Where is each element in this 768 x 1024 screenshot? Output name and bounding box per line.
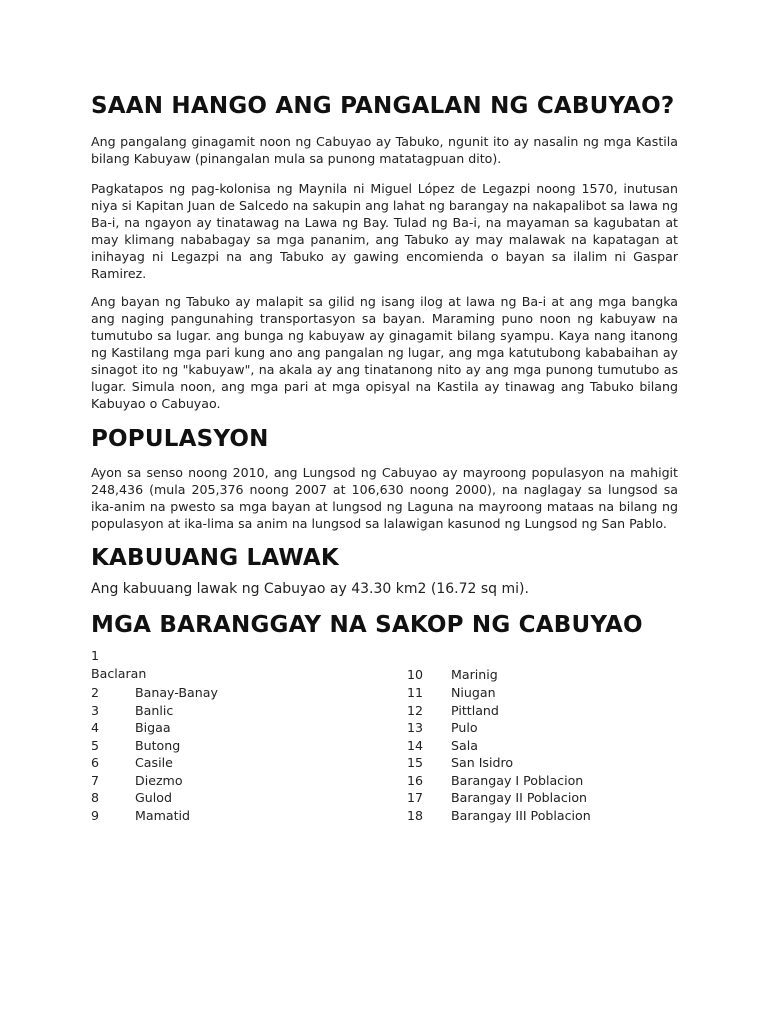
heading-kabuuang-lawak: KABUUANG LAWAK [91, 545, 339, 571]
barangay-name: Mamatid [135, 808, 190, 823]
barangay-name: Diezmo [135, 773, 183, 788]
barangay-number: 3 [91, 703, 100, 718]
barangay-number: 18 [407, 808, 424, 823]
barangay-name: Barangay I Poblacion [451, 773, 584, 788]
barangay-number: 8 [91, 790, 100, 805]
barangay-name: Banay-Banay [135, 685, 218, 700]
barangay-first-name: Baclaran [91, 666, 147, 681]
barangay-number: 14 [407, 738, 424, 753]
heading-populasyon: POPULASYON [91, 426, 269, 452]
barangay-number: 7 [91, 773, 100, 788]
heading-saan-hango: SAAN HANGO ANG PANGALAN NG CABUYAO? [91, 93, 675, 119]
barangay-number: 6 [91, 755, 100, 770]
paragraph-pangalan: Ang pangalang ginagamit noon ng Cabuyao ay Tabuko, ngunit ito ay nasalin ng mga Kastila bilang Kabuyaw (pinangalan mula sa punong matatagpuan dito). [91, 134, 678, 166]
paragraph-lawak: Ang kabuuang lawak ng Cabuyao ay 43.30 km2 (16.72 sq mi). [91, 581, 529, 597]
paragraph-bayan-tabuko: Ang bayan ng Tabuko ay malapit sa gilid ng isang ilog at lawa ng Ba-i at ang mga bangka ang naging pangunahing transportasyon sa bayan. Maraming puno noon ng kabuyaw na tumutubo sa lugar. ang bunga ng kabuyaw ay ginagamit bilang syampu. Kaya nang itanong ng Kastilang mga pari kung ano ang pangalan ng lugar, ang mga katutubong kababaihan ay sinagot ito ng "kabuyaw", na akala ay ang tinatanong nito ay ang mga punong tumutubo as lugar. Simula noon, ang mga pari at mga opisyal na Kastila ay tinawag ang Tabuko bilang Kabuyao o Cabuyao. [91, 294, 678, 411]
barangay-name: Pittland [451, 703, 499, 718]
barangay-number: 16 [407, 773, 424, 788]
paragraph-kolonisa: Pagkatapos ng pag-kolonisa ng Maynila ni Miguel López de Legazpi noong 1570, inutusan niya si Kapitan Juan de Salcedo na sakupin ang lahat ng barangay na nakapalibot sa lawa ng Ba-i, na ngayon ay tinatawag na Lawa ng Bay. Tulad ng Ba-i, na mayaman sa kagubatan at may klimang nababagay sa mga pananim, ang Tabuko ay may malawak na kapatagan at inihayag ni Legazpi na ang Tabuko ay gawing encomienda o bayan sa ilalim ni Gaspar Ramirez. [91, 181, 678, 281]
barangay-name: San Isidro [451, 755, 514, 770]
barangay-name: Barangay III Poblacion [451, 808, 591, 823]
barangay-name: Niugan [451, 685, 496, 700]
heading-mga-baranggay: MGA BARANGGAY NA SAKOP NG CABUYAO [91, 612, 643, 638]
paragraph-populasyon: Ayon sa senso noong 2010, ang Lungsod ng Cabuyao ay mayroong populasyon na mahigit 248,436 (mula 205,376 noong 2007 at 106,630 noong 2000), na naglagay sa lungsod sa ika-anim na pwesto sa mga bayan at lungsod ng Laguna na mayroong mataas na bilang ng populasyon at ika-lima sa anim na lungsod sa lalawigan kasunod ng Lungsod ng San Pablo. [91, 465, 678, 531]
barangay-number: 10 [407, 667, 424, 682]
barangay-name: Banlic [135, 703, 174, 718]
barangay-number: 9 [91, 808, 100, 823]
barangay-name: Casile [135, 755, 173, 770]
barangay-number: 15 [407, 755, 424, 770]
barangay-number: 11 [407, 685, 424, 700]
barangay-number: 12 [407, 703, 424, 718]
barangay-number: 5 [91, 738, 100, 753]
barangay-number: 4 [91, 720, 100, 735]
barangay-number: 2 [91, 685, 100, 700]
barangay-number: 17 [407, 790, 424, 805]
barangay-name: Marinig [451, 667, 498, 682]
barangay-name: Gulod [135, 790, 172, 805]
barangay-name: Sala [451, 738, 478, 753]
barangay-name: Pulo [451, 720, 478, 735]
barangay-name: Bigaa [135, 720, 171, 735]
barangay-first-number: 1 [91, 648, 100, 663]
barangay-name: Butong [135, 738, 181, 753]
barangay-name: Barangay II Poblacion [451, 790, 588, 805]
barangay-number: 13 [407, 720, 424, 735]
